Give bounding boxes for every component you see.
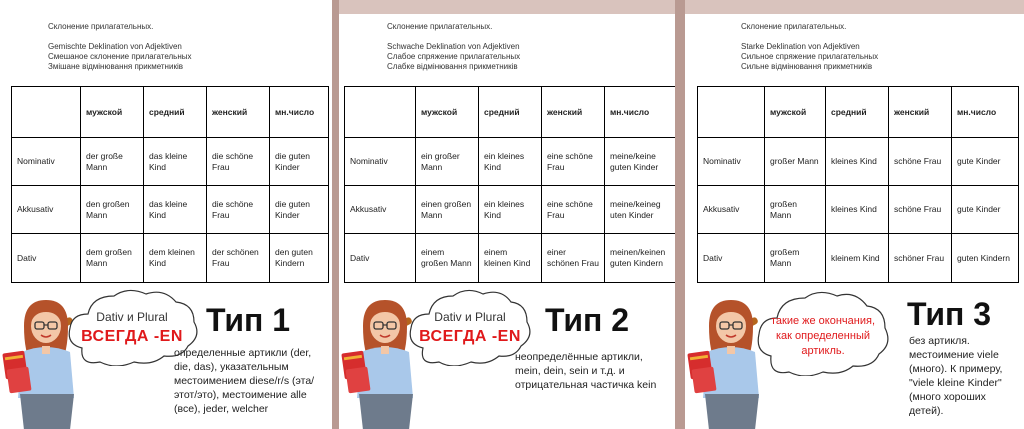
col-header: женский [889,87,952,138]
table-cell: schöne Frau [889,138,952,186]
table-cell: kleinem Kind [826,234,889,283]
header-line-de: Gemischte Deklination von Adjektiven [48,42,182,51]
table-row [698,138,1019,186]
declension-table [11,86,329,283]
table-cell: dem großen Mann [81,234,144,283]
top-band [339,0,675,14]
table-header-row [345,87,676,138]
declension-table [344,86,675,283]
col-header: мн.число [270,87,329,138]
col-header: мужской [765,87,826,138]
table-cell: meine/keineg uten Kinder [605,186,676,234]
panel-header [387,22,520,72]
table-cell: die schöne Frau [207,186,270,234]
header-line-ru: Смешаное склонение прилагательных [48,52,192,61]
table-row [345,138,676,186]
header-title: Склонение прилагательных. [387,22,493,31]
header-line-ua: Змішане відмінювання прикметників [48,62,183,71]
table-cell: die guten Kinder [270,186,329,234]
type-title: Тип 3 [907,296,992,332]
header-line-ru: Слабое спряжение прилагательных [387,52,521,61]
header-title: Склонение прилагательных. [48,22,154,31]
table-cell: den guten Kindern [270,234,329,283]
cloud-line-2: ВСЕГДА -EN [81,328,183,345]
panel-type-3 [685,0,1024,429]
table-cell: einer schönen Frau [542,234,605,283]
table-cell: schöner Frau [889,234,952,283]
type-description: неопределённые артикли, mein, dein, sein и т.д. и отрицательная частичка kein [515,351,657,391]
case-label: Akkusativ [12,186,81,234]
col-header: мужской [416,87,479,138]
cloud-line-2: ВСЕГДА -EN [419,328,521,345]
col-header: мужской [81,87,144,138]
panel-header [741,22,878,72]
table-cell: gute Kinder [952,186,1019,234]
table-cell: einen großen Mann [416,186,479,234]
table-cell: großem Mann [765,234,826,283]
table-row [698,186,1019,234]
table-cell: ein großer Mann [416,138,479,186]
table-cell: die schöne Frau [207,138,270,186]
col-header: средний [144,87,207,138]
case-label: Akkusativ [698,186,765,234]
table-header-row [698,87,1019,138]
case-label: Dativ [698,234,765,283]
col-header: средний [479,87,542,138]
table-cell: dem kleinen Kind [144,234,207,283]
thought-cloud [753,284,893,376]
table-cell: großer Mann [765,138,826,186]
panel-header [48,22,192,72]
type-title: Тип 1 [206,302,291,338]
table-cell: guten Kindern [952,234,1019,283]
table-cell: das kleine Kind [144,138,207,186]
col-header: мн.число [605,87,676,138]
cloud-line-1: Dativ и Plural [434,310,506,324]
table-cell: der schönen Frau [207,234,270,283]
table-row [698,234,1019,283]
table-cell: meinen/keinen guten Kindern [605,234,676,283]
table-cell: einem kleinen Kind [479,234,542,283]
header-line-ua: Сильне відмінювання прикметників [741,62,873,71]
table-cell: eine schöne Frau [542,138,605,186]
table-cell: ein kleines Kind [479,138,542,186]
table-row [12,138,329,186]
header-line-de: Schwache Deklination von Adjektiven [387,42,520,51]
case-label: Nominativ [345,138,416,186]
case-label: Nominativ [698,138,765,186]
case-label: Nominativ [12,138,81,186]
table-cell: meine/keine guten Kinder [605,138,676,186]
col-header: женский [207,87,270,138]
table-row [12,234,329,283]
table-row [345,234,676,283]
case-label: Dativ [12,234,81,283]
table-cell: kleines Kind [826,138,889,186]
table-cell: die guten Kinder [270,138,329,186]
col-header: средний [826,87,889,138]
header-line-ua: Слабке відмінювання прикметників [387,62,518,71]
table-cell: den großen Mann [81,186,144,234]
table-cell: eine schöne Frau [542,186,605,234]
case-label: Akkusativ [345,186,416,234]
table-cell: schöne Frau [889,186,952,234]
top-band [685,0,1024,14]
table-row [345,186,676,234]
declension-table [697,86,1019,283]
table-cell: das kleine Kind [144,186,207,234]
header-line-ru: Сильное спряжение прилагательных [741,52,879,61]
table-cell: großen Mann [765,186,826,234]
type-description: без артикля. местоимение viele (много). К примеру, "viele kleine Kinder" (много хороших детей). [909,335,1003,417]
table-cell: gute Kinder [952,138,1019,186]
panel-type-2 [339,0,675,429]
type-title: Тип 2 [545,302,630,338]
table-cell: einem großen Mann [416,234,479,283]
table-header-row [12,87,329,138]
col-header: мн.число [952,87,1019,138]
table-row [12,186,329,234]
table-cell: kleines Kind [826,186,889,234]
panel-type-1 [0,0,332,429]
cloud-text: такие же окончания, как определенный артикль. [770,315,876,357]
table-cell: der große Mann [81,138,144,186]
header-line-de: Starke Deklination von Adjektiven [741,42,860,51]
type-description: определенные артикли (der, die, das), указательным местоимением diese/r/s (эта/этот/это), местоимение alle (все), jeder, welcher [174,347,315,415]
cloud-line-1: Dativ и Plural [96,310,168,324]
case-label: Dativ [345,234,416,283]
col-header: женский [542,87,605,138]
header-title: Склонение прилагательных. [741,22,847,31]
table-cell: ein kleines Kind [479,186,542,234]
